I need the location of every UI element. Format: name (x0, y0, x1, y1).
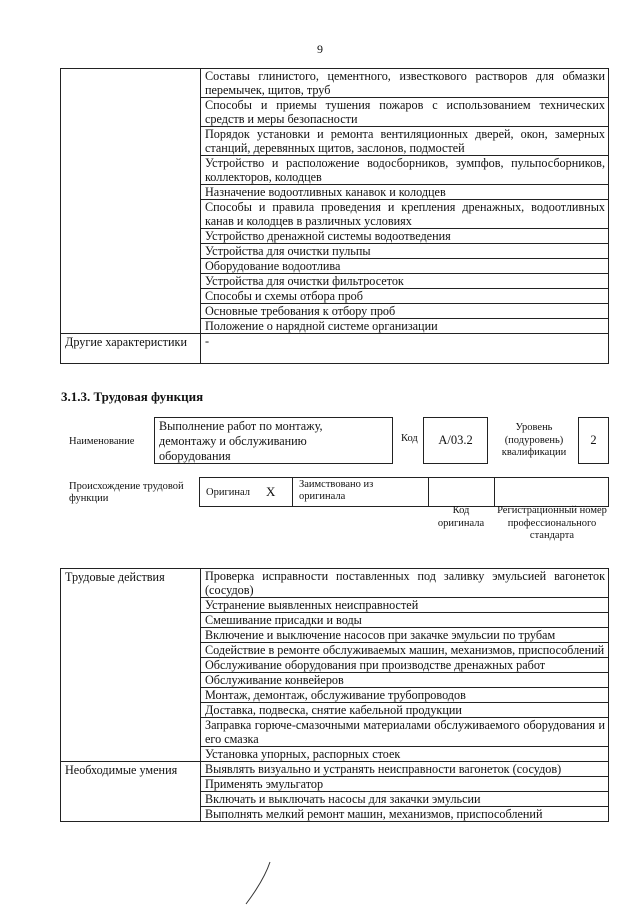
knowledge-row-text: Устройства для очистки пульпы (201, 244, 609, 259)
action-row-text: Заправка горюче-смазочными материалами обслуживаемого оборудования и его смазка (201, 718, 609, 747)
function-name-box (154, 417, 393, 464)
action-row (61, 569, 609, 598)
skill-row (61, 762, 609, 777)
knowledge-row-text: Устройства для очистки фильтросеток (201, 274, 609, 289)
action-row-text: Монтаж, демонтаж, обслуживание трубопроводов (201, 688, 609, 703)
section-heading: 3.1.3. Трудовая функция (61, 389, 204, 404)
skill-row-text: Включать и выключать насосы для закачки эмульсии (201, 792, 609, 807)
knowledge-row (61, 69, 609, 98)
skill-row-text: Применять эмульгатор (201, 777, 609, 792)
code-value: A/03.2 (438, 433, 473, 447)
skill-row-text: Выявлять визуально и устранять неисправности вагонеток (сосудов) (201, 762, 609, 777)
action-row-text: Установка упорных, распорных стоек (201, 747, 609, 762)
level-value: 2 (590, 433, 597, 447)
action-row-text: Проверка исправности поставленных под заливку эмульсией вагонеток (сосудов) (201, 569, 609, 598)
knowledge-table (60, 68, 609, 364)
skills-label: Необходимые умения (61, 762, 201, 822)
page-number: 9 (317, 42, 323, 56)
action-row-text: Включение и выключение насосов при закачке эмульсии по трубам (201, 628, 609, 643)
action-row-text: Смешивание присадки и воды (201, 613, 609, 628)
other-characteristics-row (61, 334, 609, 364)
knowledge-left-cell (61, 69, 201, 334)
code-original-caption: Код оригинала (437, 505, 485, 529)
code-box (423, 417, 488, 464)
action-row-text: Обслуживание оборудования при производстве дренажных работ (201, 658, 609, 673)
actions-label: Трудовые действия (61, 569, 201, 762)
code-label: Код (401, 433, 418, 444)
knowledge-row-text: Составы глинистого, цементного, известкового растворов для обмазки перемычек, щитов, труб (201, 69, 609, 98)
action-row-text: Обслуживание конвейеров (201, 673, 609, 688)
knowledge-row-text: Способы и приемы тушения пожаров с использованием технических средств и меры безопасности (201, 98, 609, 127)
signature-mark (240, 860, 280, 905)
other-characteristics-label: Другие характеристики (61, 334, 201, 364)
function-name-value: Выполнение работ по монтажу, демонтажу и обслуживанию оборудования (159, 419, 323, 463)
knowledge-row-text: Положение о нарядной системе организации (201, 319, 609, 334)
name-label: Наименование (69, 436, 135, 447)
knowledge-row-text: Устройство и расположение водосборников, зумпфов, пульпосборников, коллекторов, колодцев (201, 156, 609, 185)
knowledge-row-text: Оборудование водоотлива (201, 259, 609, 274)
origin-label: Происхождение трудовой функции (69, 481, 184, 504)
original-label: Оригинал (206, 487, 250, 498)
knowledge-row-text: Назначение водоотливных канавок и колодцев (201, 185, 609, 200)
knowledge-row-text: Порядок установки и ремонта вентиляционных дверей, окон, замерных станций, деревянных щитов, заслонов, подмостей (201, 127, 609, 156)
knowledge-row-text: Способы и правила проведения и крепления дренажных, водоотливных канав и колодцев в различных условиях (201, 200, 609, 229)
actions-skills-table (60, 568, 609, 822)
original-mark: X (266, 484, 276, 499)
skill-row-text: Выполнять мелкий ремонт машин, механизмов, приспособлений (201, 807, 609, 822)
borrowed-label: Заимствовано из оригинала (299, 479, 374, 502)
knowledge-row-text: Способы и схемы отбора проб (201, 289, 609, 304)
action-row-text: Устранение выявленных неисправностей (201, 598, 609, 613)
knowledge-row-text: Устройство дренажной системы водоотведения (201, 229, 609, 244)
knowledge-row-text: Основные требования к отбору проб (201, 304, 609, 319)
level-label: Уровень (подуровень) квалификации (501, 422, 567, 458)
other-characteristics-value: - (201, 334, 609, 364)
level-box (578, 417, 609, 464)
reg-number-caption: Регистрационный номер профессионального стандарта (497, 505, 607, 541)
action-row-text: Содействие в ремонте обслуживаемых машин, механизмов, приспособлений (201, 643, 609, 658)
action-row-text: Доставка, подвеска, снятие кабельной продукции (201, 703, 609, 718)
